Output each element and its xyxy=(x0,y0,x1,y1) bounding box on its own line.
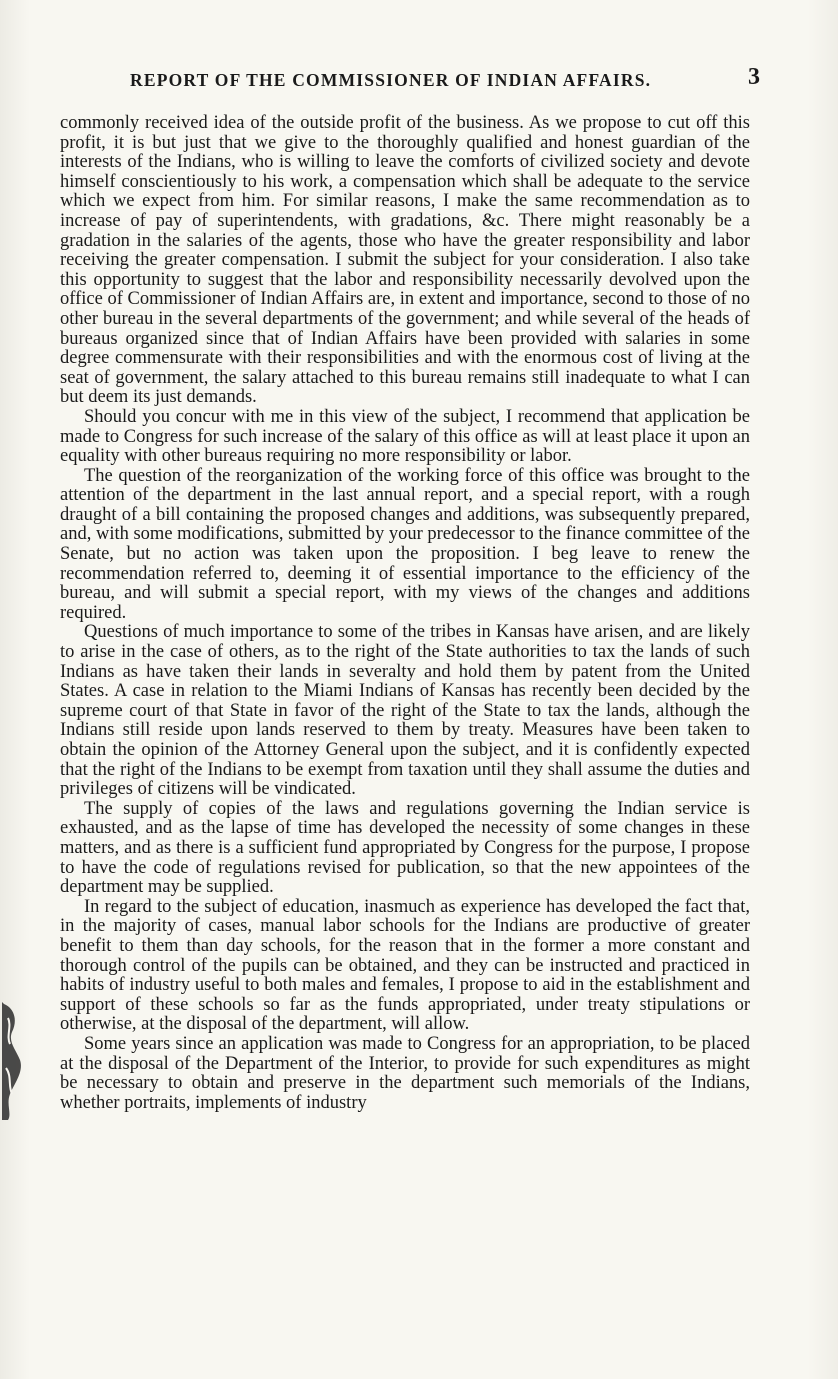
page-number: 3 xyxy=(748,64,760,90)
report-body xyxy=(60,114,750,1113)
paragraph-regulations: The supply of copies of the laws and regulations governing the Indian service is exhausted, and as the lapse of time has developed the necessity of some changes in these matters, and as there is a sufficient fund appropriated by Congress for the purpose, I propose to have the code of regulations revised for publication, so that the new appointees of the department may be supplied. xyxy=(60,798,750,898)
paragraph-kansas-taxation: Questions of much importance to some of the tribes in Kansas have arisen, and are likely to arise in the case of others, as to the right of the State authorities to tax the lands of such Indians as have taken their lands in severalty and hold them by patent from the United States. A case in relation to the Miami Indians of Kansas has recently been decided by the supreme court of that State in favor of the right of the State to tax the lands, although the Indians still reside upon lands reserved to them by treaty. Measures have been taken to obtain the opinion of the Attorney General upon the subject, and it is confidently expected that the right of the Indians to be exempt from taxation until they shall assume the duties and privileges of citizens will be vindicated. xyxy=(60,622,750,800)
binding-stain-mark xyxy=(0,998,26,1122)
paragraph-salary: commonly received idea of the outside profit of the business. As we propose to cut off this profit, it is but just that we give to the thoroughly qualified and honest guardian of the interests of the Indians, who is willing to leave the comforts of civilized society and devote himself conscientiously to his work, a compensation which shall be adequate to the service which we expect from him. For similar reasons, I make the same recommendation as to increase of pay of superintendents, with gradations, &c. There might reasonably be a gradation in the salaries of the agents, those who have the greater responsibility and labor receiving the greater compensation. I submit the subject for your consideration. I also take this opportunity to suggest that the labor and responsibility necessarily devolved upon the office of Commissioner of Indian Affairs are, in extent and importance, second to those of no other bureau in the several departments of the government; and while several of the heads of bureaus organized since that of Indian Affairs have been provided with salaries in some degree commensurate with their responsibilities and with the enormous cost of living at the seat of government, the salary attached to this bureau remains still inadequate to what I can but deem its just demands. xyxy=(60,113,750,408)
paragraph-recommend-increase: Should you concur with me in this view of the subject, I recommend that application be made to Congress for such increase of the salary of this office as will at least place it upon an equality with other bureaus requiring no more responsibility or labor. xyxy=(60,406,750,467)
running-title: REPORT OF THE COMMISSIONER OF INDIAN AFFAIRS. xyxy=(130,70,652,90)
paragraph-education: In regard to the subject of education, inasmuch as experience has developed the fact that, in the majority of cases, manual labor schools for the Indians are productive of greater benefit to them than day schools, for the reason that in the former a more constant and thorough control of the pupils can be obtained, and they can be instructed and practiced in habits of industry useful to both males and females, I propose to aid in the establishment and support of these schools so far as the funds appropriated, under treaty stipulations or otherwise, at the disposal of the department, will allow. xyxy=(60,896,750,1035)
paragraph-memorials: Some years since an application was made to Congress for an appropriation, to be placed at the disposal of the Department of the Interior, to provide for such expenditures as might be necessary to obtain and preserve in the department such memorials of the Indians, whether portraits, implements of industry xyxy=(60,1033,750,1113)
paragraph-reorganization: The question of the reorganization of the working force of this office was brought to the attention of the department in the last annual report, and a special report, with a rough draught of a bill containing the proposed changes and additions, was subsequently prepared, and, with some modifications, submitted by your predecessor to the finance committee of the Senate, but no action was taken upon the proposition. I beg leave to renew the recommendation referred to, deeming it of essential importance to the efficiency of the bureau, and will submit a special report, with my views of the changes and additions required. xyxy=(60,465,750,623)
page-header xyxy=(60,64,760,100)
